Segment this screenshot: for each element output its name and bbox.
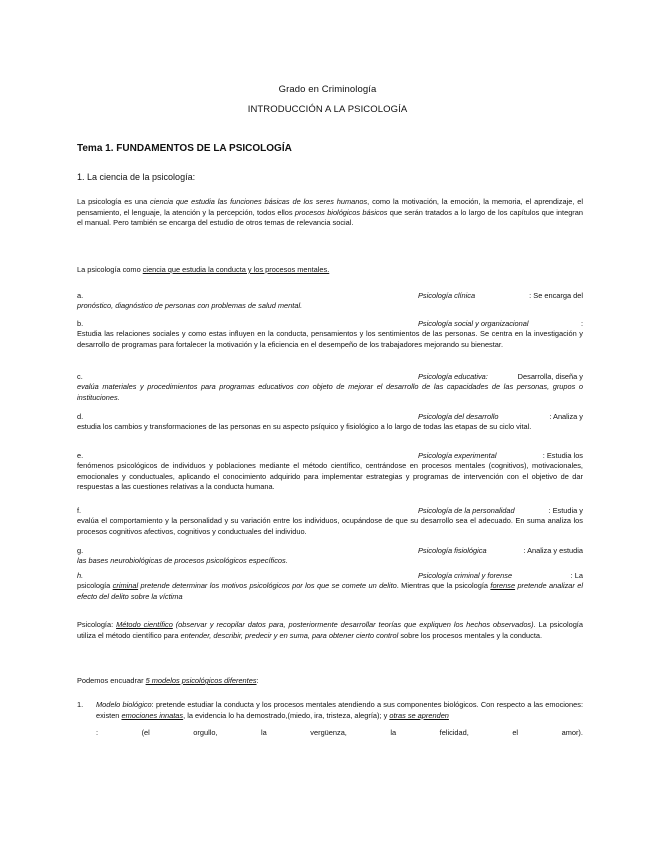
course-title: INTRODUCCIÓN A LA PSICOLOGÍA xyxy=(247,104,408,115)
branch-clinical: a. Psicología clínica : Se encarga del pronóstico, diagnóstico de personas con problemas de salud mental. xyxy=(77,291,583,310)
branch-criminal: h. Psicología criminal y forense : La psicología criminal pretende determinar los motivos psicológicos por los que se comete un delito. Mientras que la psicología forense pretende analizar el efecto del delito sobre la víctima xyxy=(77,571,584,601)
models-intro: Podemos encuadrar 5 modelos psicológicos diferentes: xyxy=(77,676,259,685)
branch-physiological: g. Psicología fisiológica : Analiza y estudia las bases neurobiológicas de procesos psicológicos específicos. xyxy=(77,546,583,565)
branch-personality: f. Psicología de la personalidad : Estudia y evalúa el comportamiento y la personalidad y su variación entre los individuos, ocupándose de que su desarrollo sea el adecuado. En suma analiza los procesos cognitivos afectivos, cognitivos y conductuales del individuo. xyxy=(77,506,583,536)
degree-title: Grado en Criminología xyxy=(278,84,377,95)
method-paragraph: Psicología: Método científico (observar y recopilar datos para, posteriormente desarrollar teorías que expliquen los hechos observados). La psicología utiliza el método científico para entender, describir, predecir y en suma, para obtener cierto control sobre los procesos mentales y la conducta. xyxy=(77,620,583,640)
branch-social: b. Psicología social y organizacional : Estudia las relaciones sociales y como estas influyen en la conducta, pensamientos y los sentimientos de las personas. Se centra en la investigación y desarrollo de programas para fortalecer la motivación y la eficiencia en el desempeño de los trabajadores mejorando su bienestar. xyxy=(77,319,583,349)
criminal-paragraph: psicología criminal pretende determinar los motivos psicológicos por los que se comete un delito. Mientras que la psicología forense pretende analizar el efecto del delito sobre la víctima xyxy=(77,581,584,601)
definition-paragraph: La psicología como ciencia que estudia la conducta y los procesos mentales. xyxy=(77,265,330,274)
model-last-line: : (el orgullo, la vergüenza, la felicidad, el amor). xyxy=(96,728,583,737)
topic-title: Tema 1. FUNDAMENTOS DE LA PSICOLOGÍA xyxy=(77,143,292,154)
branch-educational: c. Psicología educativa: Desarrolla, diseña y evalúa materiales y procedimientos para programas educativos con objeto de mejorar el desarrollo de las capacidades de las personas, grupos o instituciones. xyxy=(77,372,583,402)
model-biological: Modelo biológico: pretende estudiar la conducta y los procesos mentales atendiendo a sus componentes biológicos. Con respecto a las emociones: existen emociones innatas, la evidencia lo ha demostrado,(miedo, ira, tristeza, alegría); y otras se aprenden xyxy=(96,700,584,720)
intro-paragraph: La psicología es una ciencia que estudia las funciones básicas de los seres humanos, como la motivación, la emoción, la memoria, el aprendizaje, el pensamiento, el lenguaje, la atención y la percepción, todos ellos procesos biológicos básicos que serán tratados a lo largo de los capítulos que integran el manual. Pero también se encarga del estudio de otros temas de relevancia social. xyxy=(77,197,584,227)
branch-development: d. Psicología del desarrollo : Analiza y estudia los cambios y transformaciones de las personas en su aspecto psíquico y fisiológico a lo largo de todas las etapas de su ciclo vital. xyxy=(77,412,583,431)
model-number: 1. xyxy=(77,700,84,709)
branch-experimental: e. Psicología experimental : Estudia los fenómenos psicológicos de individuos y poblaciones mediante el método científico, centrándose en procesos mentales (cognitivos), motivacionales, emocionales y conductuales, aplicando el conocimiento adquirido para implementar estrategias y programas de intervención con el objetivo de dar respuestas a las cuestiones relativas a la conducta humana. xyxy=(77,451,583,491)
section-heading: 1. La ciencia de la psicología: xyxy=(77,172,196,182)
